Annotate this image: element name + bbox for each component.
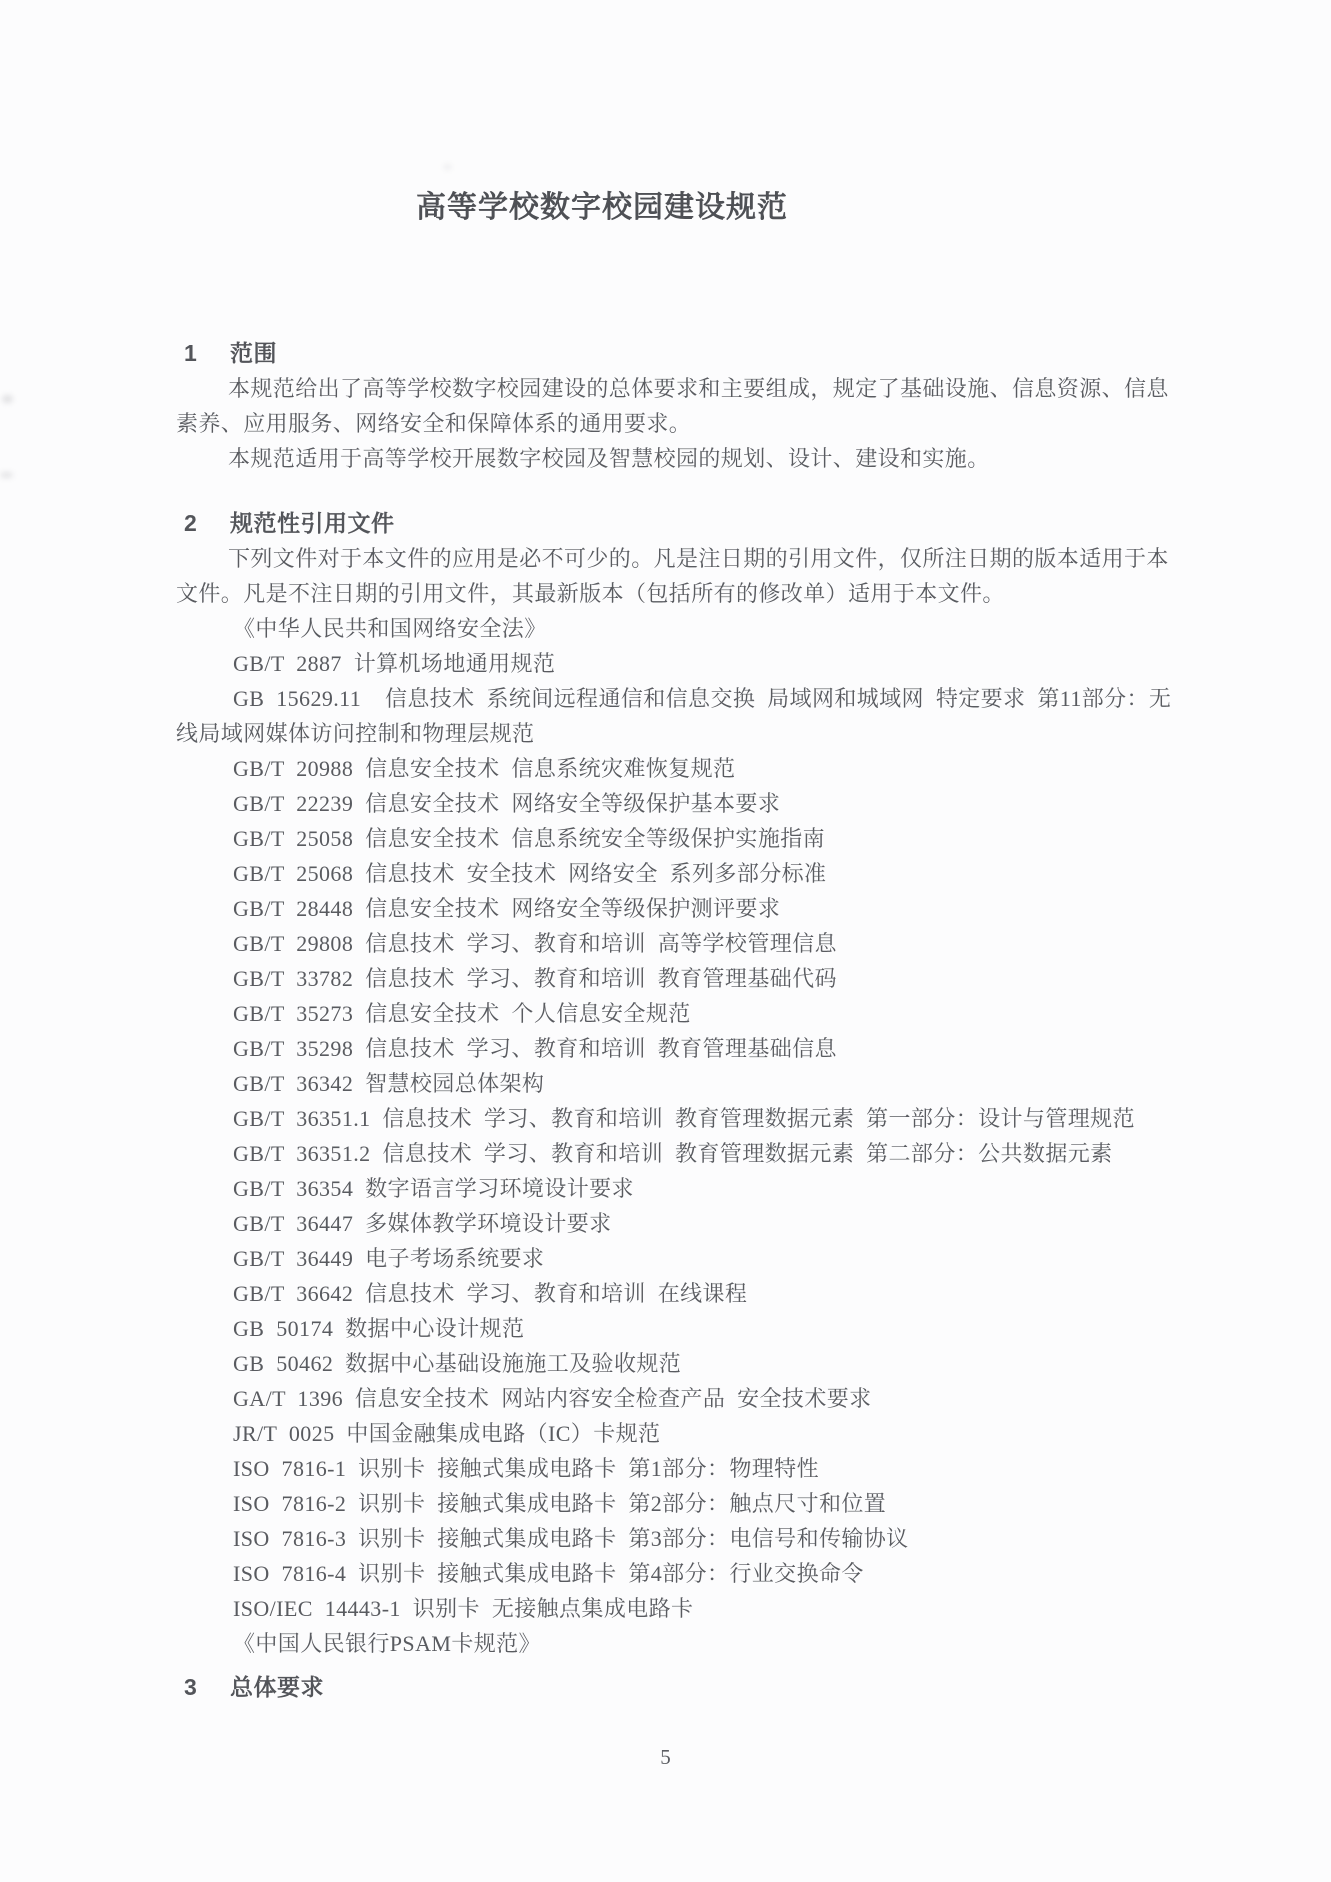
reference-list-item: GB/T 25058 信息安全技术 信息系统安全等级保护实施指南 [233, 826, 826, 851]
reference-list-item: 《中华人民共和国网络安全法》 [233, 616, 547, 641]
paragraph-line: 文件。凡是不注日期的引用文件，其最新版本（包括所有的修改单）适用于本文件。 [176, 581, 1005, 606]
section-heading-text: 范围 [230, 340, 277, 366]
reference-list-item: GB/T 36354 数字语言学习环境设计要求 [233, 1176, 634, 1201]
reference-list [176, 611, 1188, 1661]
reference-list-item: GB/T 36642 信息技术 学习、教育和培训 在线课程 [233, 1281, 748, 1306]
section-number: 2 [184, 510, 198, 536]
section-heading-scope [176, 336, 1188, 371]
section-number: 3 [184, 1674, 198, 1700]
reference-list-item: 线局域网媒体访问控制和物理层规范 [176, 721, 535, 746]
section-number: 1 [184, 340, 198, 366]
section-heading-normative-references [176, 506, 1188, 541]
document-content [176, 0, 1188, 1705]
page-number: 5 [660, 1745, 671, 1769]
reference-list-item: GB/T 2887 计算机场地通用规范 [233, 651, 556, 676]
reference-list-item: GB 50174 数据中心设计规范 [233, 1316, 525, 1341]
reference-list-item: GB/T 36351.2 信息技术 学习、教育和培训 教育管理数据元素 第二部分：公共数据元素 [233, 1141, 1113, 1166]
paragraph-line: 本规范给出了高等学校数字校园建设的总体要求和主要组成，规定了基础设施、信息资源、信息 [228, 376, 1169, 401]
document-title: 高等学校数字校园建设规范 [416, 191, 788, 224]
reference-list-item: GB/T 36449 电子考场系统要求 [233, 1246, 545, 1271]
reference-list-item: GB 50462 数据中心基础设施施工及验收规范 [233, 1351, 682, 1376]
reference-list-item: 《中国人民银行PSAM卡规范》 [233, 1631, 541, 1656]
reference-list-item: GA/T 1396 信息安全技术 网站内容安全检查产品 安全技术要求 [233, 1386, 872, 1411]
reference-list-item: GB/T 35273 信息安全技术 个人信息安全规范 [233, 1001, 691, 1026]
reference-list-item: GB/T 28448 信息安全技术 网络安全等级保护测评要求 [233, 896, 781, 921]
scan-artifact [0, 472, 13, 478]
scan-artifact [2, 395, 13, 403]
paragraph-line: 下列文件对于本文件的应用是必不可少的。凡是注日期的引用文件，仅所注日期的版本适用于本 [228, 546, 1169, 571]
reference-list-item: GB/T 36351.1 信息技术 学习、教育和培训 教育管理数据元素 第一部分：设计与管理规范 [233, 1106, 1135, 1131]
reference-list-item: JR/T 0025 中国金融集成电路（IC）卡规范 [233, 1421, 661, 1446]
reference-list-item: ISO 7816-3 识别卡 接触式集成电路卡 第3部分：电信号和传输协议 [233, 1526, 909, 1551]
reference-list-item: GB/T 20988 信息安全技术 信息系统灾难恢复规范 [233, 756, 736, 781]
paragraph-line: 素养、应用服务、网络安全和保障体系的通用要求。 [176, 411, 692, 436]
paragraph-line: 本规范适用于高等学校开展数字校园及智慧校园的规划、设计、建设和实施。 [228, 446, 990, 471]
reference-list-item: GB/T 22239 信息安全技术 网络安全等级保护基本要求 [233, 791, 781, 816]
section-heading-text: 总体要求 [230, 1674, 324, 1700]
reference-list-item: GB/T 35298 信息技术 学习、教育和培训 教育管理基础信息 [233, 1036, 837, 1061]
reference-list-item: ISO 7816-1 识别卡 接触式集成电路卡 第1部分：物理特性 [233, 1456, 819, 1481]
reference-list-item: GB/T 36447 多媒体教学环境设计要求 [233, 1211, 612, 1236]
reference-list-item: GB 15629.11 信息技术 系统间远程通信和信息交换 局域网和城域网 特定要求 第11部分：无 [233, 686, 1172, 711]
reference-list-item: ISO 7816-4 识别卡 接触式集成电路卡 第4部分：行业交换命令 [233, 1561, 864, 1586]
references-intro-paragraphs [176, 541, 1188, 611]
reference-list-item: GB/T 29808 信息技术 学习、教育和培训 高等学校管理信息 [233, 931, 837, 956]
reference-list-item: GB/T 25068 信息技术 安全技术 网络安全 系列多部分标准 [233, 861, 827, 886]
scope-paragraphs [176, 371, 1188, 476]
reference-list-item: ISO/IEC 14443-1 识别卡 无接触点集成电路卡 [233, 1596, 694, 1621]
reference-list-item: GB/T 36342 智慧校园总体架构 [233, 1071, 545, 1096]
section-heading-general-requirements [176, 1670, 1188, 1705]
reference-list-item: ISO 7816-2 识别卡 接触式集成电路卡 第2部分：触点尺寸和位置 [233, 1491, 887, 1516]
section-heading-text: 规范性引用文件 [230, 510, 395, 536]
reference-list-item: GB/T 33782 信息技术 学习、教育和培训 教育管理基础代码 [233, 966, 837, 991]
